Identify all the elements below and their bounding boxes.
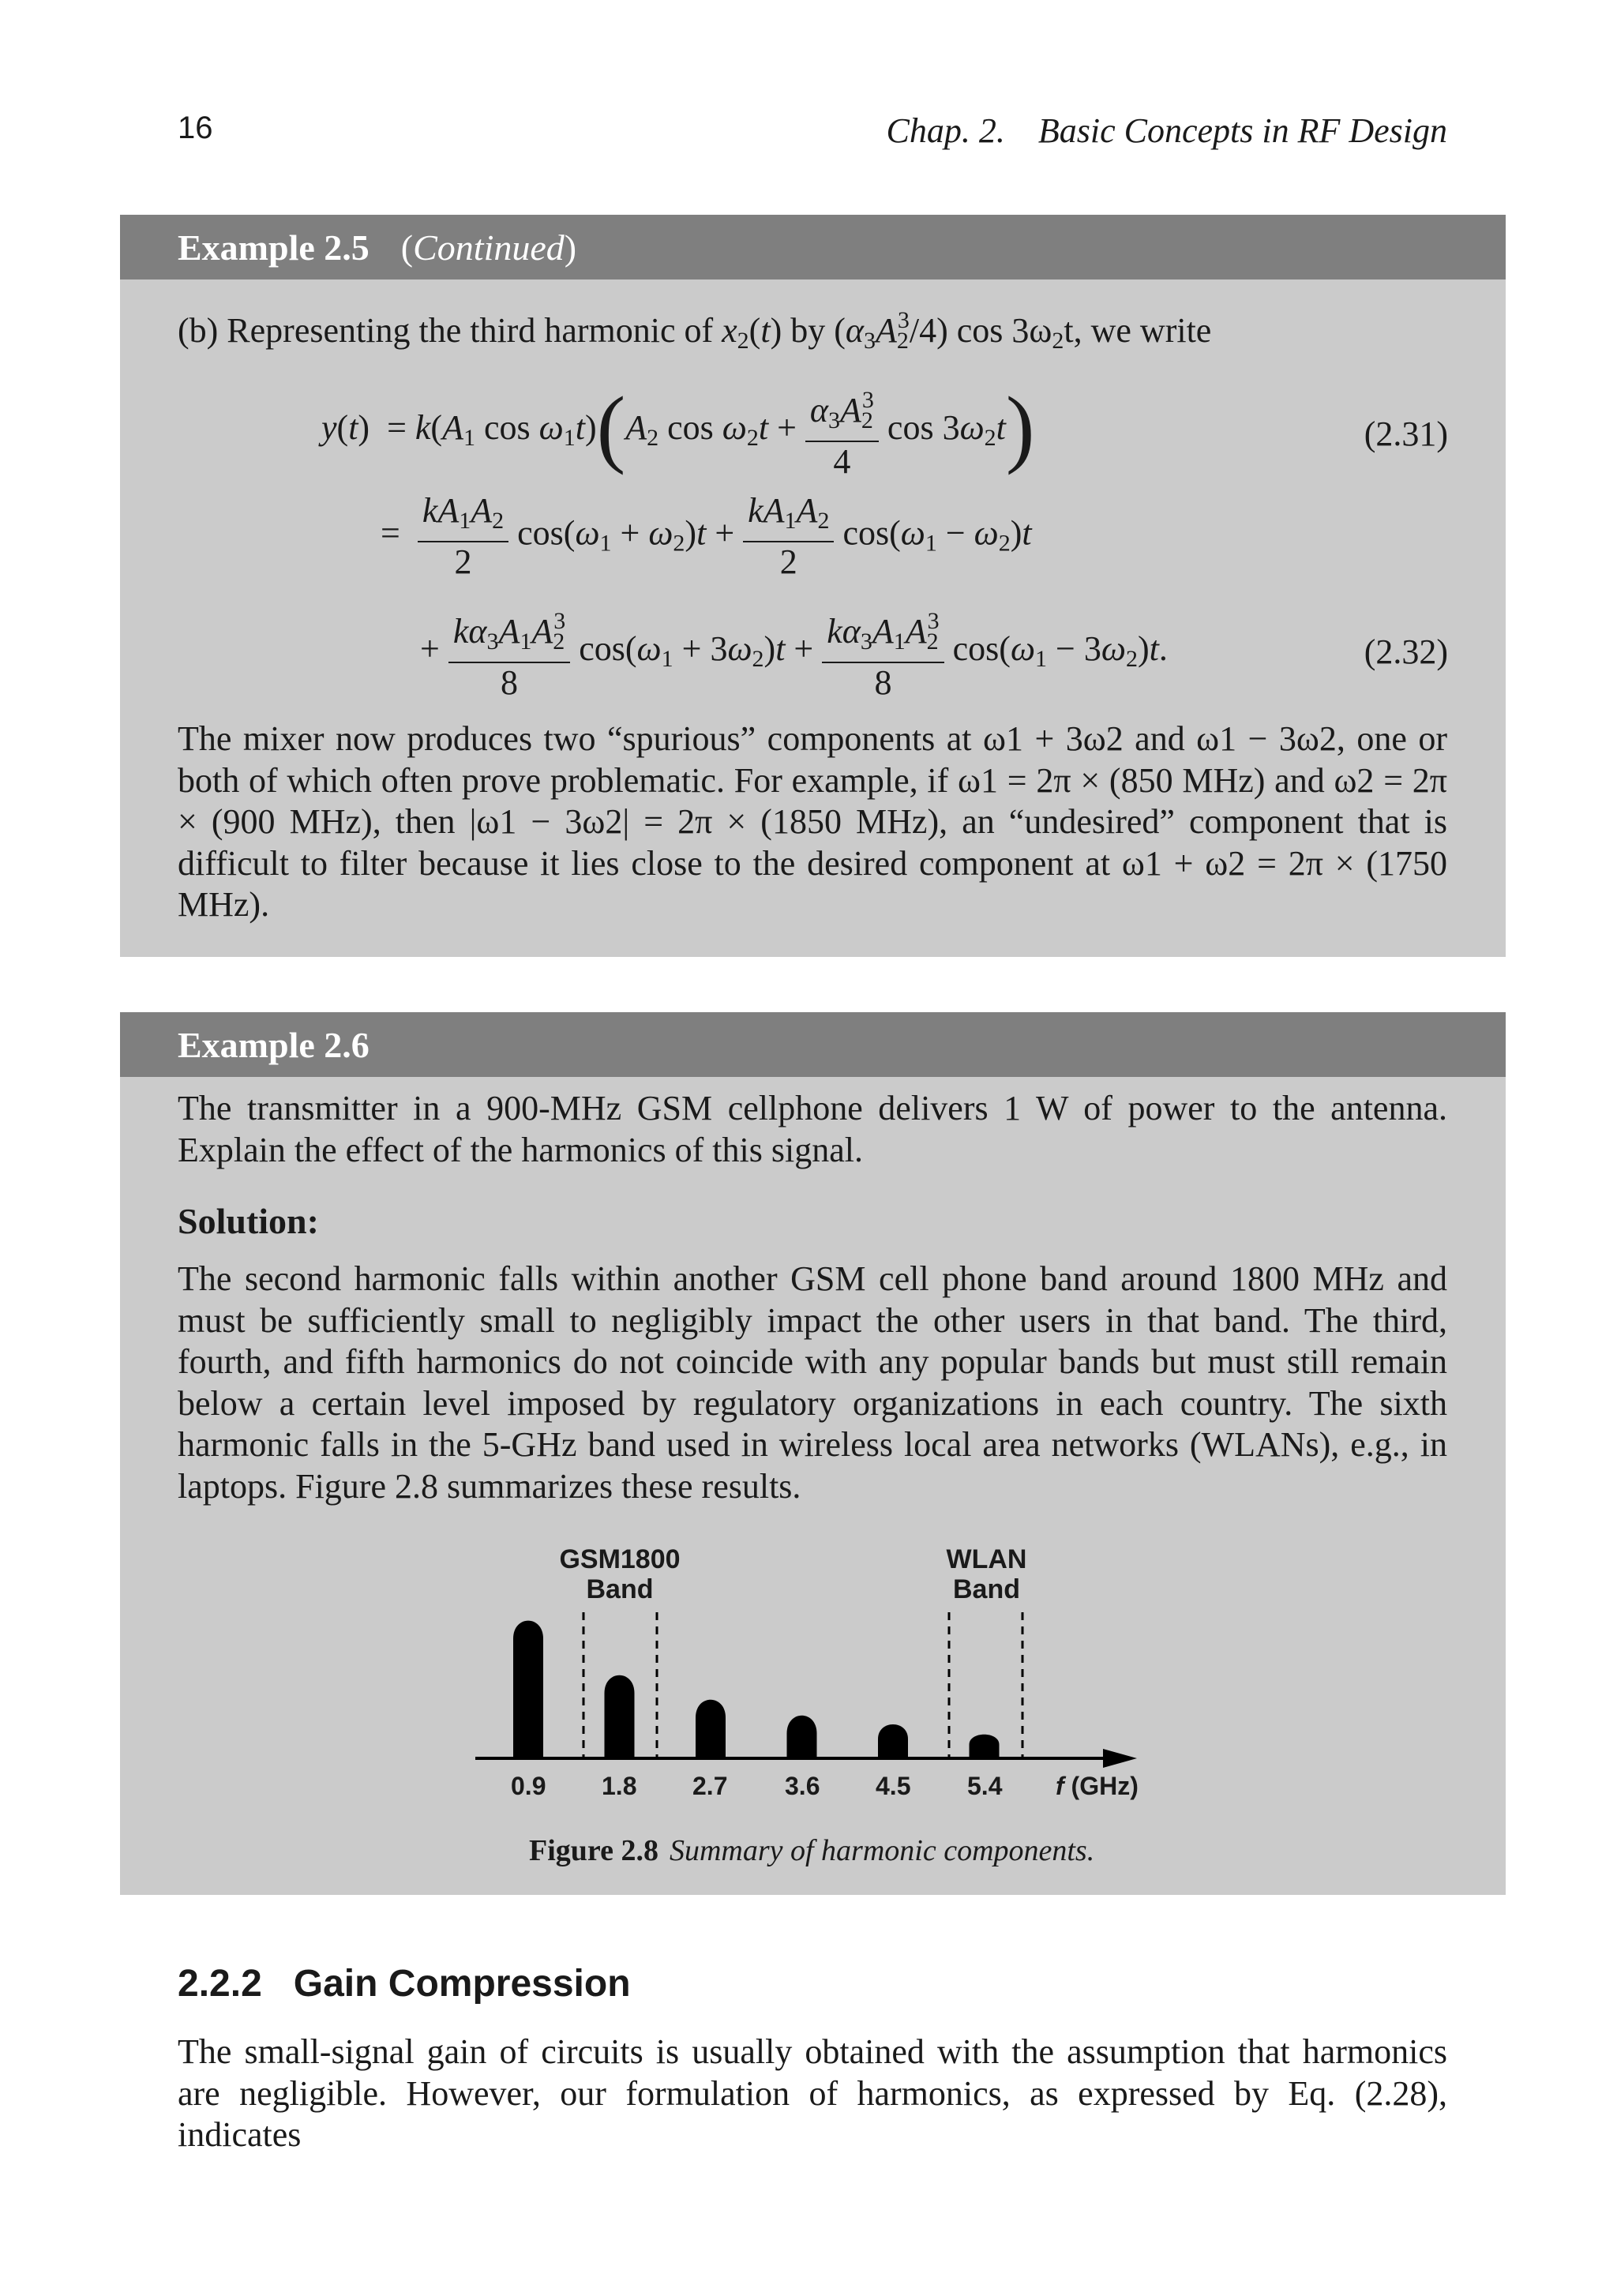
- page-number: 16: [178, 111, 213, 145]
- example-2-5-title: Example 2.5: [178, 227, 370, 268]
- harmonic-bar-2-7: [696, 1700, 726, 1758]
- tick-label-0-9: 0.9: [511, 1772, 546, 1800]
- equation-2-32-line-1: = $\frac{kA_1A_2}{2}$ $\cos(\omega_1 + \omega_2)t$ + $\frac{kA_1A_2}{2}$ $\cos(\omega_1 - \omega_2)t$: [381, 491, 1032, 581]
- caption-text: Summary of harmonic components.: [669, 1834, 1095, 1867]
- running-head: [887, 111, 1448, 151]
- section-paragraph: The small-signal gain of circuits is usually obtained with the assumption that harmonics are negligible. However, our formulation of harmonics, as expressed by Eq. (2.28), indicates: [178, 2032, 1447, 2154]
- axis-arrowhead: [1103, 1749, 1137, 1768]
- chapter-number: Chap. 2.: [886, 111, 1005, 150]
- example-2-6-box: [120, 1012, 1506, 1895]
- example-2-6-question: The transmitter in a 900-MHz GSM cellphone delivers 1 W of power to the antenna. Explain the effect of the harmonics of this signal.: [178, 1089, 1447, 1169]
- tick-label-3-6: 3.6: [785, 1772, 820, 1800]
- harmonic-bar-3-6: [787, 1716, 817, 1758]
- tick-label-4-5: 4.5: [876, 1772, 911, 1800]
- axis-label: f (GHz): [1056, 1772, 1139, 1800]
- harmonic-bar-0-9: [513, 1621, 543, 1758]
- gsm1800-band-label: GSM1800 Band: [559, 1544, 681, 1604]
- section-title: Gain Compression: [293, 1963, 631, 2005]
- figure-caption: [529, 1833, 1094, 1868]
- section-heading: [178, 1962, 631, 2005]
- tick-label-1-8: 1.8: [602, 1772, 637, 1800]
- solution-heading: Solution:: [178, 1201, 319, 1241]
- example-2-6-title: Example 2.6: [178, 1025, 370, 1065]
- wlan-band-label: WLAN Band: [946, 1544, 1027, 1604]
- solution-paragraph: The second harmonic falls within another GSM cell phone band around 1800 MHz and must be sufficiently small to negligibly impact the other users in that band. The third, fourth, and fifth harmonics do not coincide with any popular bands but must still remain below a certain level imposed by regulatory organizations in each country. The sixth harmonic falls in the 5-GHz band used in wireless local area networks (WLANs), e.g., in laptops. Figure 2.8 summarizes these results.: [178, 1259, 1447, 1506]
- caption-label: Figure 2.8: [529, 1834, 658, 1867]
- equation-2-31: $y(t) = k(A_1$ $\cos \omega_1t)(A_2$ $\cos \omega_2t$ + $\frac{\alpha_3A_2^3}{4}$ $\cos 3\omega_2t$): [321, 379, 1035, 481]
- harmonic-bar-5-4: [970, 1735, 1000, 1758]
- continued-label: (Continued): [400, 227, 577, 268]
- example-2-5-intro: (b) Representing the third harmonic of $x_2(t)$ by $(\alpha_3A_2^3/4)$ $\cos 3\omega_2t$, we write: [178, 307, 1212, 354]
- harmonics-figure: [120, 1012, 1506, 1895]
- equation-number-2-31: (2.31): [1364, 415, 1448, 453]
- example-2-5-header: [120, 215, 1506, 279]
- harmonic-bars: [513, 1621, 1000, 1758]
- chapter-title: Basic Concepts in RF Design: [1037, 111, 1447, 150]
- equation-number-2-32: (2.32): [1364, 632, 1448, 671]
- tick-label-5-4: 5.4: [967, 1772, 1003, 1800]
- equation-2-32-line-2: + $\frac{k\alpha_3A_1A_2^3}{8}$ $\cos(\omega_1 + 3\omega_2)t$ + $\frac{k\alpha_3A_1A_2^3}{8}$ $\cos(\omega_1 - 3\omega_2)t$.: [420, 602, 1168, 703]
- example-2-5-box: [120, 215, 1506, 957]
- harmonic-bar-4-5: [878, 1724, 908, 1758]
- section-number: 2.2.2: [178, 1963, 262, 2005]
- tick-label-2-7: 2.7: [692, 1772, 728, 1800]
- example-2-5-paragraph: The mixer now produces two “spurious” components at ω1 + 3ω2 and ω1 − 3ω2, one or both of which often prove problematic. For example, if ω1 = 2π × (850 MHz) and ω2 = 2π × (900 MHz), then |ω1 − 3ω2| = 2π × (1850 MHz), an “undesired” component that is difficult to filter because it lies close to the desired component at ω1 + ω2 = 2π × (1750 MHz).: [178, 719, 1447, 924]
- harmonic-bar-1-8: [605, 1675, 635, 1758]
